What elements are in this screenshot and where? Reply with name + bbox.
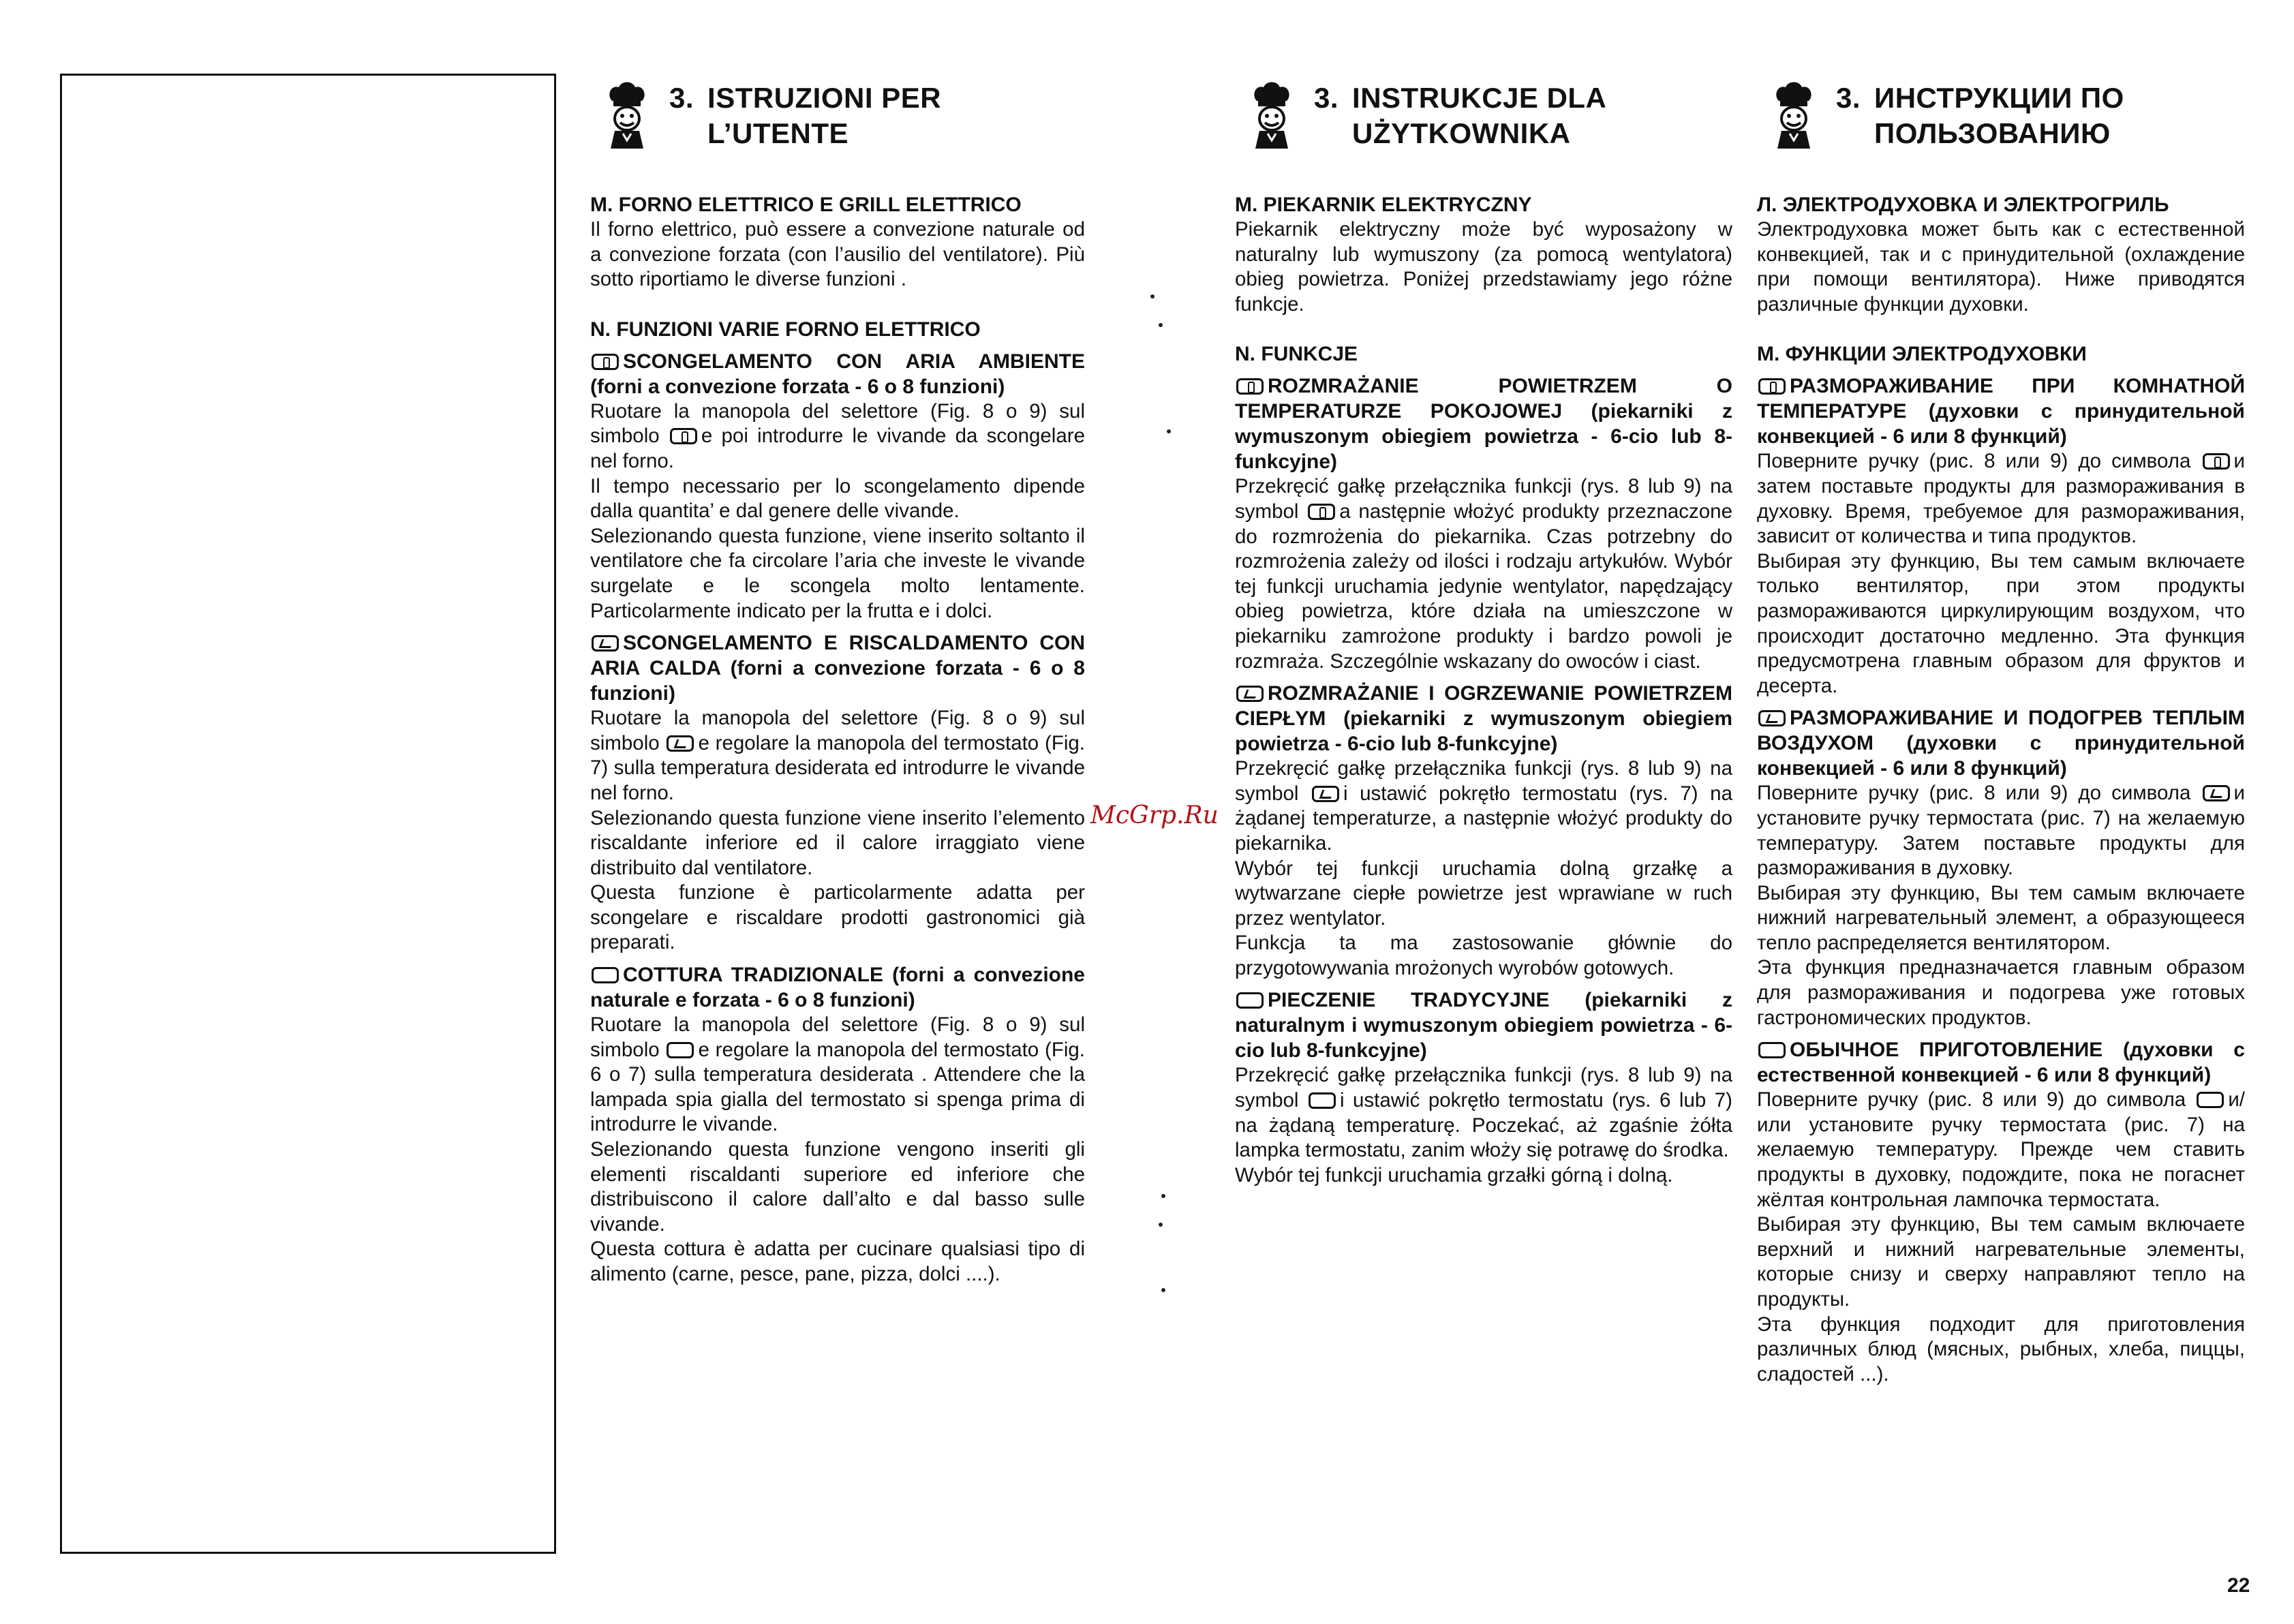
paragraph: Выбирая эту функцию, Вы тем самым включаете верхний и нижний нагревательные элементы, которые снизу и сверху направляют тепло на продукты.	[1757, 1213, 2245, 1311]
fan-heat-symbol-icon	[592, 635, 619, 652]
paragraph: Wybór tej funkcji uruchamia grzałki górną i dolną.	[1235, 1163, 1673, 1186]
subsection-title: M. FORNO ELETTRICO E GRILL ELETTRICO	[590, 194, 1022, 216]
conventional-symbol-icon	[667, 1042, 694, 1058]
column-polish	[1235, 80, 1732, 1188]
function-defrost	[1757, 373, 2245, 699]
paragraph: Przekręcić gałkę przełącznika funkcji (rys. 8 lub 9) na symbol	[1235, 1064, 1732, 1112]
paragraph: Wybór tej funkcji uruchamia dolną grzałkę a wytwarzane ciepłe powietrze jest wprawiane w ruch przez wentylator.	[1235, 857, 1732, 930]
paragraph: i ustawić pokrętło termostatu (rys. 7) na żądanej temperaturze, a następnie włożyć produkty do piekarnika.	[1235, 782, 1732, 855]
subsection-title: Л. ЭЛЕКТРОДУХОВКА И ЭЛЕКТРОГРИЛЬ	[1757, 194, 2169, 216]
function-defrost-heat	[1235, 681, 1732, 981]
function-traditional	[1235, 987, 1732, 1188]
paragraph: Selezionando questa funzione viene inserito l’elemento riscaldante inferiore ed il calore irraggiato viene distribuito dal ventilatore.	[590, 806, 1085, 879]
column-russian	[1757, 80, 2245, 1387]
function-title: PIECZENIE TRADYCYJNE (piekarniki z naturalnym i wymuszonym obiegiem powietrza - 6-cio lub 8-funkcyjne)	[1235, 989, 1732, 1062]
paragraph: Поверните ручку (рис. 8 или 9) до символа	[1757, 1088, 2186, 1112]
function-defrost-heat	[590, 630, 1085, 955]
section-header	[1235, 80, 1732, 170]
paragraph: Электродуховка может быть как с естественной конвекцией, так и с принудительной (охлаждение при помощи вентилятора). Ниже приводятся различные функции духовки.	[1757, 218, 2245, 316]
paragraph: Przekręcić gałkę przełącznika funkcji (rys. 8 lub 9) na symbol	[1235, 757, 1732, 805]
section-title	[669, 80, 941, 151]
function-defrost-heat	[1757, 705, 2245, 1030]
function-title: COTTURA TRADIZIONALE (forni a convezione naturale e forzata - 6 o 8 funzioni)	[590, 964, 1085, 1012]
function-title: SCONGELAMENTO CON ARIA AMBIENTE (forni a convezione forzata - 6 o 8 funzioni)	[590, 350, 1085, 398]
paragraph: и установите ручку термостата (рис. 7) на желаемую температуру. Затем поставьте продукты для размораживания в духовку.	[1757, 782, 2246, 880]
conventional-symbol-icon	[1758, 1042, 1786, 1058]
function-title: ROZMRAŻANIE POWIETRZEM O TEMPERATURZE POKOJOWEJ (piekarniki z wymuszonym obiegiem powietrza - 6-cio lub 8-funkcyjne)	[1235, 375, 1732, 474]
subsection-title: N. FUNKCJE	[1235, 343, 1358, 366]
title-line-2: UŻYTKOWNIKA	[1352, 117, 1571, 149]
defrost-symbol-icon	[670, 428, 697, 444]
paragraph: Поверните ручку (рис. 8 или 9) до символа	[1757, 450, 2191, 473]
scan-speck	[1167, 429, 1171, 433]
fan-heat-symbol-icon	[2203, 785, 2230, 801]
paragraph: Questa funzione è particolarmente adatta per scongelare e riscaldare prodotti gastronomici già preparati.	[590, 881, 1085, 954]
function-traditional	[1757, 1037, 2245, 1387]
paragraph: e regolare la manopola del termostato (Fig. 7) sulla temperatura desiderata ed introdurre le vivande nel forno.	[590, 731, 1085, 804]
column-italian	[590, 80, 1085, 1287]
page-number: 22	[2227, 1574, 2250, 1597]
section-header	[590, 80, 1085, 170]
chef-icon	[605, 80, 649, 151]
defrost-symbol-icon	[1236, 378, 1264, 395]
paragraph: Поверните ручку (рис. 8 или 9) до символа	[1757, 782, 2191, 805]
conventional-symbol-icon	[2197, 1092, 2224, 1108]
defrost-symbol-icon	[2203, 453, 2230, 470]
title-line-2: ПОЛЬЗОВАНИЮ	[1874, 117, 2111, 149]
conventional-symbol-icon	[1236, 992, 1264, 1009]
chef-icon	[1250, 80, 1294, 151]
paragraph: a następnie włożyć produkty przeznaczone do rozmrożenia do piekarnika. Czas potrzebny do rozmrożenia zależy od ilości i rodzaju artykułów. Wybór tej funkcji uruchamia jedynie wentylator, napędzający obieg powietrza, które działa na umieszczone w piekarniku zamrożone produkty i bardzo powoli je rozmraża. Szczególnie wskazany do owoców i ciast.	[1235, 500, 1732, 673]
paragraph: и/или установите ручку термостата (рис. 7) на желаемую температуру. Прежде чем ставить продукты в духовку, подождите, пока не погаснет жёлтая контрольная лампочка термостата.	[1757, 1088, 2245, 1211]
defrost-symbol-icon	[1308, 504, 1335, 520]
fan-heat-symbol-icon	[667, 735, 694, 752]
paragraph: Выбирая эту функцию, Вы тем самым включаете нижний нагревательный элемент, а образующееся тепло распределяется вентилятором.	[1757, 881, 2245, 954]
scan-speck	[1161, 1288, 1165, 1292]
section-header	[1757, 80, 2245, 170]
paragraph: Выбирая эту функцию, Вы тем самым включаете только вентилятор, при этом продукты размораживаются циркулирующим воздухом, что происходит достаточно медленно. Эта функция предусмотрена главным образом для фруктов и десерта.	[1757, 549, 2245, 697]
section-title	[1836, 80, 2124, 151]
paragraph: Funkcja ta ma zastosowanie głównie do przygotowywania mrożonych wyrobów gotowych.	[1235, 932, 1732, 979]
fan-heat-symbol-icon	[1312, 786, 1339, 802]
paragraph: e regolare la manopola del termostato (Fig. 6 o 7) sulla temperatura desiderata . Attendere che la lampada spia gialla del termostato si spenga prima di introdurre le vivande.	[590, 1038, 1085, 1136]
function-title: ОБЫЧНОЕ ПРИГОТОВЛЕНИЕ (духовки с естественной конвекцией - 6 или 8 функций)	[1757, 1039, 2245, 1087]
function-title: SCONGELAMENTO E RISCALDAMENTO CON ARIA CALDA (forni a convezione forzata - 6 o 8 funzioni)	[590, 632, 1085, 705]
scan-speck	[1159, 1223, 1163, 1227]
title-line-1: ИНСТРУКЦИИ ПО	[1874, 82, 2124, 114]
title-line-1: ISTRUZIONI PER	[707, 82, 942, 114]
function-traditional	[590, 962, 1085, 1287]
paragraph: Selezionando questa funzione vengono inseriti gli elementi riscaldanti superiore ed inferiore che distribuiscono il calore dall’alto e dal basso sulle vivande.	[590, 1138, 1085, 1236]
conventional-symbol-icon	[592, 967, 619, 983]
defrost-symbol-icon	[1758, 378, 1786, 395]
subsection-title: N. FUNZIONI VARIE FORNO ELETTRICO	[590, 318, 981, 341]
function-defrost	[1235, 373, 1732, 674]
function-title: ROZMRAŻANIE I OGRZEWANIE POWIETRZEM CIEPŁYM (piekarniki z wymuszonym obiegiem powietrza - 6-cio lub 8-funkcyjne)	[1235, 682, 1732, 756]
paragraph: i ustawić pokrętło termostatu (rys. 6 lub 7) na żądaną temperaturę. Poczekać, aż zgaśnie żółta lampka termostatu, zanim włoży się potrawę do środka.	[1235, 1089, 1732, 1162]
paragraph: Эта функция подходит для приготовления различных блюд (мясных, рыбных, хлеба, пиццы, сладостей ...).	[1757, 1313, 2245, 1385]
paragraph: e poi introdurre le vivande da scongelare nel forno.	[590, 425, 1085, 472]
subsection-title: M. PIEKARNIK ELEKTRYCZNY	[1235, 194, 1532, 216]
paragraph: Ruotare la manopola del selettore (Fig. 8 o 9) sul simbolo	[590, 1013, 1085, 1061]
subsection-title: М. ФУНКЦИИ ЭЛЕКТРОДУХОВКИ	[1757, 343, 2087, 366]
paragraph: и затем поставьте продукты для размораживания в духовку. Время, требуемое для размораживания, зависит от количества и типа продуктов.	[1757, 450, 2246, 548]
section-title	[1314, 80, 1606, 151]
scan-speck	[1159, 323, 1163, 327]
defrost-symbol-icon	[592, 354, 619, 370]
conventional-symbol-icon	[1309, 1092, 1336, 1109]
chef-icon	[1772, 80, 1816, 151]
paragraph: Эта функция предназначается главным образом для размораживания и подогрева уже готовых гастрономических продуктов.	[1757, 956, 2245, 1029]
fan-heat-symbol-icon	[1758, 710, 1786, 726]
function-title: РАЗМОРАЖИВАНИЕ И ПОДОГРЕВ ТЕПЛЫМ ВОЗДУХОМ (духовки с принудительной конвекцией - 6 или 8 функций)	[1757, 707, 2245, 780]
paragraph: Ruotare la manopola del selettore (Fig. 8 o 9) sul simbolo	[590, 399, 1085, 448]
section-number: 3.	[1836, 82, 1861, 114]
watermark: McGrp.Ru	[1090, 801, 1219, 829]
title-line-2: L’UTENTE	[707, 117, 849, 149]
section-number: 3.	[1314, 82, 1339, 114]
paragraph: Selezionando questa funzione, viene inserito soltanto il ventilatore che fa circolare l’aria che investe le vivande surgelate e le scongela molto lentamente. Particolarmente indicato per la frutta e i dolci.	[590, 524, 1085, 622]
paragraph: Ruotare la manopola del selettore (Fig. 8 o 9) sul simbolo	[590, 707, 1085, 754]
fan-heat-symbol-icon	[1236, 686, 1264, 702]
section-number: 3.	[669, 82, 694, 114]
paragraph: Piekarnik elektryczny może być wyposażony w naturalny lub wymuszony (za pomocą wentylatora) obieg powietrza. Poniżej przedstawiamy jego różne funkcje.	[1235, 218, 1732, 316]
function-title: РАЗМОРАЖИВАНИЕ ПРИ КОМНАТНОЙ ТЕМПЕРАТУРЕ (духовки с принудительной конвекцией - 6 или 8 функций)	[1757, 375, 2245, 448]
scan-speck	[1161, 1194, 1165, 1198]
title-line-1: INSTRUKCJE DLA	[1352, 82, 1607, 114]
function-defrost	[590, 349, 1085, 624]
paragraph: Il forno elettrico, può essere a convezione naturale od a convezione forzata (con l’ausilio del ventilatore). Più sotto riportiamo le diverse funzioni .	[590, 218, 1085, 291]
blank-panel	[60, 74, 556, 1554]
paragraph: Il tempo necessario per lo scongelamento dipende dalla quantita’ e dal genere delle vivande.	[590, 474, 1085, 523]
scan-speck	[1150, 294, 1154, 298]
paragraph: Questa cottura è adatta per cucinare qualsiasi tipo di alimento (carne, pesce, pane, pizza, dolci ....).	[590, 1238, 1085, 1285]
paragraph: Przekręcić gałkę przełącznika funkcji (rys. 8 lub 9) na symbol	[1235, 475, 1732, 523]
